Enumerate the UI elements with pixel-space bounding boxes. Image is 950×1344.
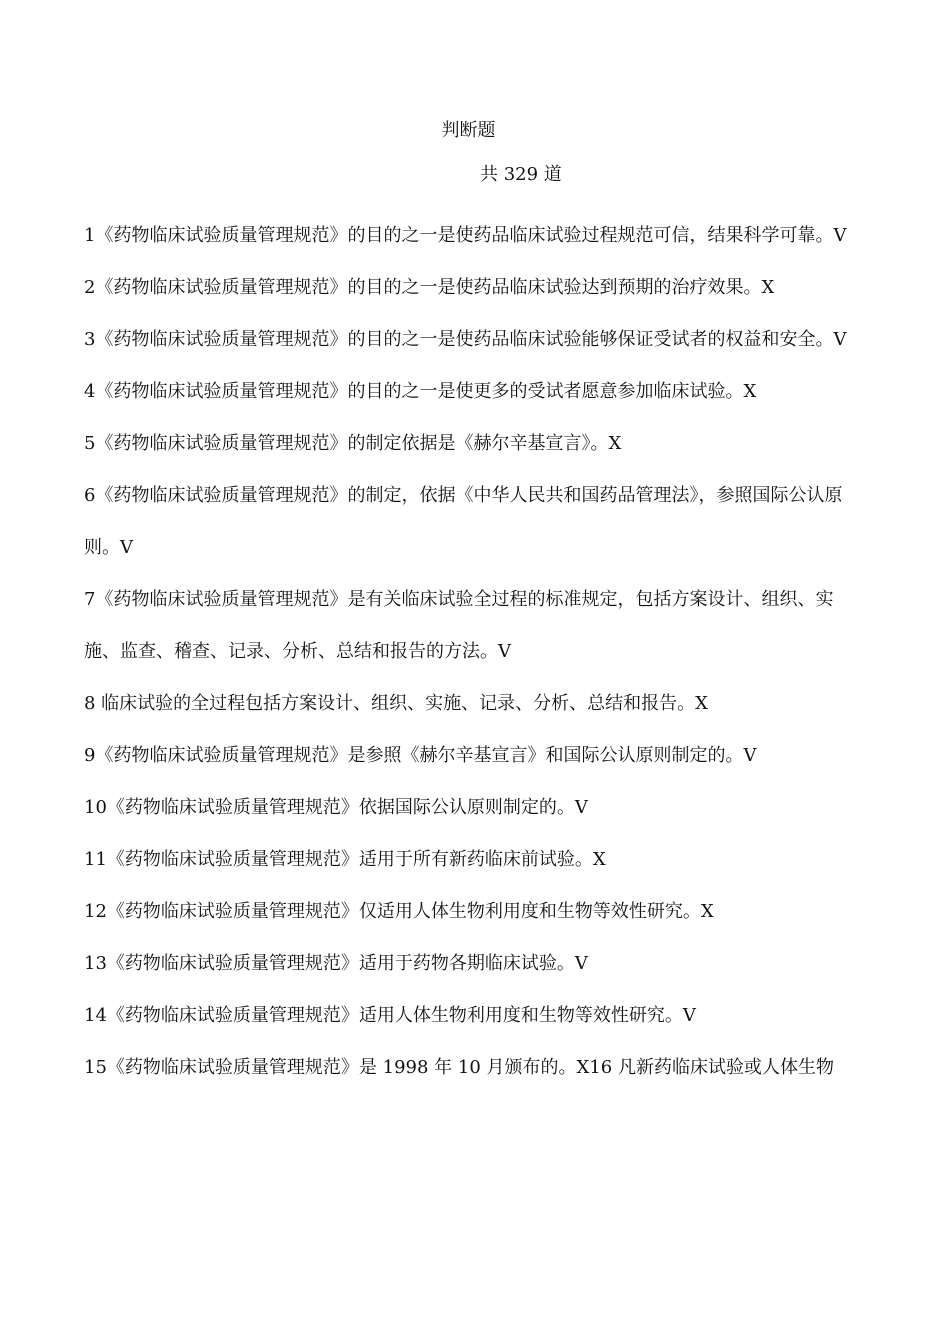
- question-item-3: 3《药物临床试验质量管理规范》的目的之一是使药品临床试验能够保证受试者的权益和安全。V: [84, 329, 847, 350]
- question-item-4: 4《药物临床试验质量管理规范》的目的之一是使更多的受试者愿意参加临床试验。X: [84, 381, 757, 402]
- question-item-6: 6《药物临床试验质量管理规范》的制定，依据《中华人民共和国药品管理法》，参照国际公认原则。V: [84, 485, 843, 558]
- question-item-8: 8 临床试验的全过程包括方案设计、组织、实施、记录、分析、总结和报告。X: [84, 693, 708, 714]
- question-item-15: 15《药物临床试验质量管理规范》是 1998 年 10 月颁布的。X16 凡新药临床试验或人体生物: [84, 1057, 834, 1078]
- question-list: [84, 210, 856, 1094]
- question-item-5: 5《药物临床试验质量管理规范》的制定依据是《赫尔辛基宣言》。X: [84, 433, 622, 454]
- page-title: 判断题: [441, 120, 496, 141]
- question-count: 共 329 道: [480, 164, 562, 185]
- question-item-13: 13《药物临床试验质量管理规范》适用于药物各期临床试验。V: [84, 953, 588, 974]
- question-item-2: 2《药物临床试验质量管理规范》的目的之一是使药品临床试验达到预期的治疗效果。X: [84, 277, 775, 298]
- question-item-1: 1《药物临床试验质量管理规范》的目的之一是使药品临床试验过程规范可信，结果科学可靠。V: [84, 225, 847, 246]
- question-item-12: 12《药物临床试验质量管理规范》仅适用人体生物利用度和生物等效性研究。X: [84, 901, 714, 922]
- question-item-14: 14《药物临床试验质量管理规范》适用人体生物利用度和生物等效性研究。V: [84, 1005, 696, 1026]
- question-item-9: 9《药物临床试验质量管理规范》是参照《赫尔辛基宣言》和国际公认原则制定的。V: [84, 745, 757, 766]
- question-item-10: 10《药物临床试验质量管理规范》依据国际公认原则制定的。V: [84, 797, 588, 818]
- question-item-11: 11《药物临床试验质量管理规范》适用于所有新药临床前试验。X: [84, 849, 606, 870]
- question-item-7: 7《药物临床试验质量管理规范》是有关临床试验全过程的标准规定，包括方案设计、组织、实施、监查、稽查、记录、分析、总结和报告的方法。V: [84, 589, 834, 662]
